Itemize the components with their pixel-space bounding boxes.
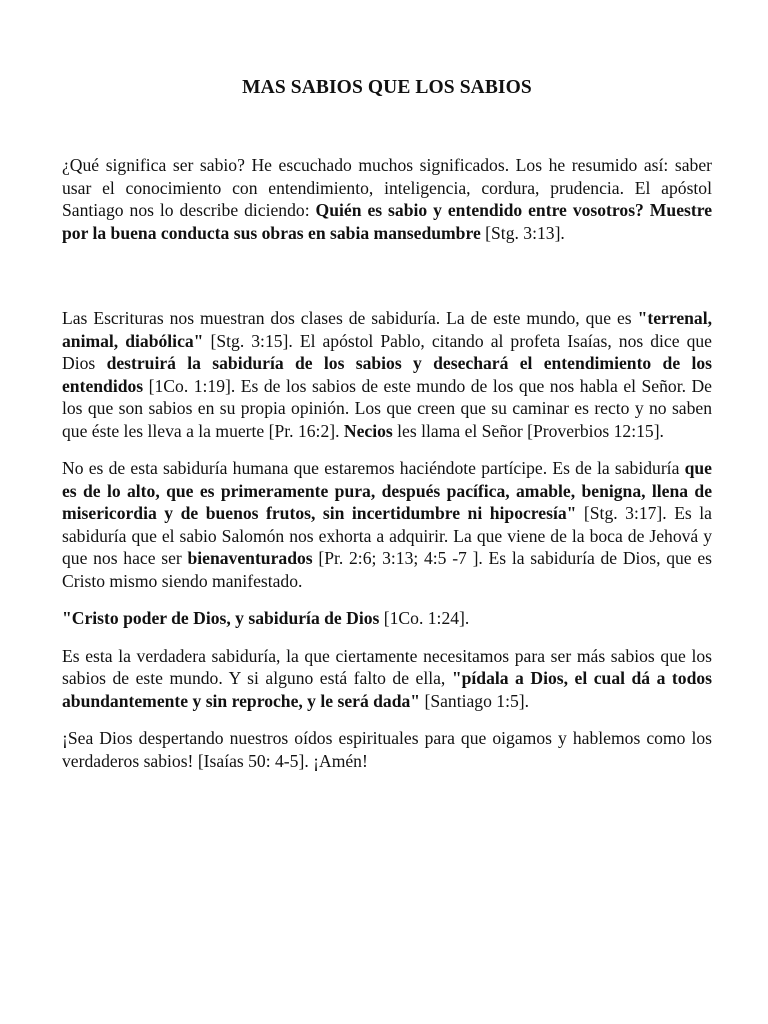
paragraph-1 [62,154,712,244]
paragraph-3-text-3: [Pr. 2:6; 3:13; 4:5 -7 ]. Es la sabiduría de Dios, que es Cristo mismo siendo manifestado. [62,548,712,591]
paragraph-4-text-1: [1Co. 1:24]. [379,608,470,628]
paragraph-2-bold-3: Necios [343,420,393,441]
paragraph-2-text-3: [1Co. 1:19]. Es de los sabios de este mundo de los que nos habla el Señor. De los que son sabios en su propia opinión. Los que creen que su caminar es recto y no saben que éste les lleva a la muerte [Pr. 16:2]. [62,375,712,441]
paragraph-4-bold-1: "Cristo poder de Dios, y sabiduría de Dios [62,608,380,628]
paragraph-1-bold-1: Quién es sabio y entendido entre vosotros? Muestre por la buena conducta sus obras en sabia mansedumbre [62,200,713,243]
paragraph-5-bold-1: "pídala a Dios, el cual dá a todos abundantemente y sin reproche, y le será dada" [62,668,712,711]
paragraph-3-text-1: No es de esta sabiduría humana que estaremos haciéndote partícipe. Es de la sabiduría [62,458,685,478]
paragraph-5 [62,645,712,713]
paragraph-3-text-2: [Stg. 3:17]. Es la sabiduría que el sabio Salomón nos exhorta a adquirir. La que viene de la boca de Jehová y que nos hace ser [62,503,712,568]
paragraph-1-text-2: [Stg. 3:13]. [480,222,565,243]
paragraph-5-text-1: Es esta la verdadera sabiduría, la que ciertamente necesitamos para ser más sabios que los sabios de este mundo. Y si alguno está falto de ella, [62,645,712,688]
paragraph-2-bold-1: "terrenal, animal, diabólica" [62,308,712,351]
paragraph-1-text-1: ¿Qué significa ser sabio? He escuchado muchos significados. Los he resumido así: saber usar el conocimiento con entendimiento, inteligencia, cordura, prudencia. El apóstol Santiago nos lo describe diciendo: [62,155,712,220]
paragraph-3-bold-2: bienaventurados [187,548,313,568]
document-page [62,76,712,772]
paragraph-3-bold-1: que es de lo alto, que es primeramente pura, después pacífica, amable, benigna, llena de misericordia y de buenos frutos, sin incertidumbre ni hipocresía" [62,458,712,523]
paragraph-6 [62,727,712,772]
document-title: MAS SABIOS QUE LOS SABIOS [242,77,532,98]
paragraph-2-text-1: Las Escrituras nos muestran dos clases de sabiduría. La de este mundo, que es [62,308,638,328]
paragraph-3 [62,457,712,592]
paragraph-4 [62,607,712,630]
paragraph-2-text-4: les llama el Señor [Proverbios 12:15]. [392,420,664,441]
paragraph-2-text-2: [Stg. 3:15]. El apóstol Pablo, citando al profeta Isaías, nos dice que Dios [62,330,712,373]
paragraph-5-text-2: [Santiago 1:5]. [420,690,530,711]
paragraph-2-bold-2: destruirá la sabiduría de los sabios y desechará el entendimiento de los entendidos [62,353,712,396]
paragraph-6-text-1: ¡Sea Dios despertando nuestros oídos espirituales para que oigamos y hablemos como los verdaderos sabios! [Isaías 50: 4-5]. ¡Amén! [62,728,712,771]
paragraph-2 [62,307,712,442]
